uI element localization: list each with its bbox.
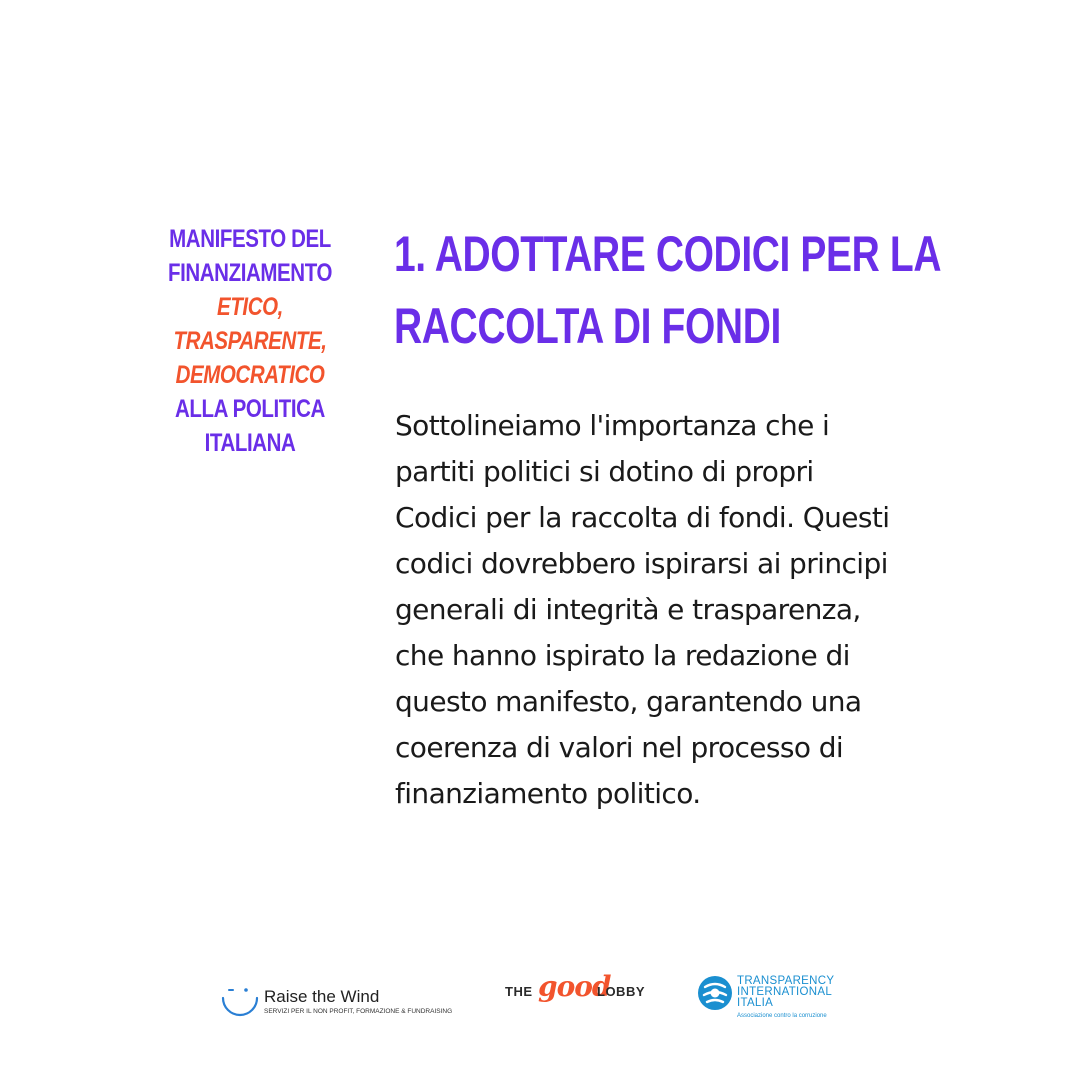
- transparency-globe-icon: [697, 975, 733, 1011]
- body-line: Sottolineiamo l'importanza che i: [395, 409, 830, 442]
- raise-the-wind-icon: [220, 984, 260, 1022]
- sidebar-line: ITALIANA: [204, 429, 296, 457]
- transparency-name-line: TRANSPARENCY: [737, 975, 835, 987]
- page-title-line: RACCOLTA DI FONDI: [394, 298, 781, 354]
- transparency-name-line: ITALIA: [737, 997, 774, 1009]
- body-line: che hanno ispirato la redazione di: [395, 639, 850, 672]
- transparency-international-logo: [697, 975, 857, 1025]
- sidebar-highlight-line: DEMOCRATICO: [175, 361, 325, 389]
- raise-the-wind-logo: [220, 984, 470, 1024]
- the-good-lobby-logo: [505, 968, 645, 1022]
- transparency-name-line: INTERNATIONAL: [737, 986, 833, 998]
- body-line: finanziamento politico.: [395, 777, 701, 810]
- body-line: generali di integrità e trasparenza,: [395, 593, 861, 626]
- body-line: partiti politici si dotino di propri: [395, 455, 814, 488]
- manifesto-sidebar-title: [143, 222, 356, 460]
- good-lobby-the: THE: [505, 984, 533, 999]
- raise-the-wind-name: Raise the Wind: [264, 987, 380, 1006]
- body-line: coerenza di valori nel processo di: [395, 731, 844, 764]
- page-title: [394, 218, 942, 362]
- sidebar-highlight-line: ETICO, TRASPARENTE,: [173, 293, 327, 355]
- body-line: questo manifesto, garantendo una: [395, 685, 862, 718]
- page-title-line: 1. ADOTTARE CODICI PER LA: [394, 226, 942, 282]
- body-line: Codici per la raccolta di fondi. Questi: [395, 501, 890, 534]
- good-lobby-good: good: [538, 970, 611, 1003]
- good-lobby-lobby: LOBBY: [597, 984, 645, 999]
- raise-the-wind-tagline: SERVIZI PER IL NON PROFIT, FORMAZIONE & FUNDRAISING: [264, 1008, 453, 1015]
- sidebar-line: FINANZIAMENTO: [168, 259, 332, 287]
- transparency-subtitle: Associazione contro la corruzione: [737, 1013, 827, 1019]
- body-line: codici dovrebbero ispirarsi ai principi: [395, 547, 888, 580]
- body-paragraph: [395, 403, 995, 817]
- transparency-name: [737, 976, 834, 1009]
- sidebar-line: MANIFESTO DEL: [169, 225, 331, 253]
- sidebar-line: ALLA POLITICA: [175, 395, 325, 423]
